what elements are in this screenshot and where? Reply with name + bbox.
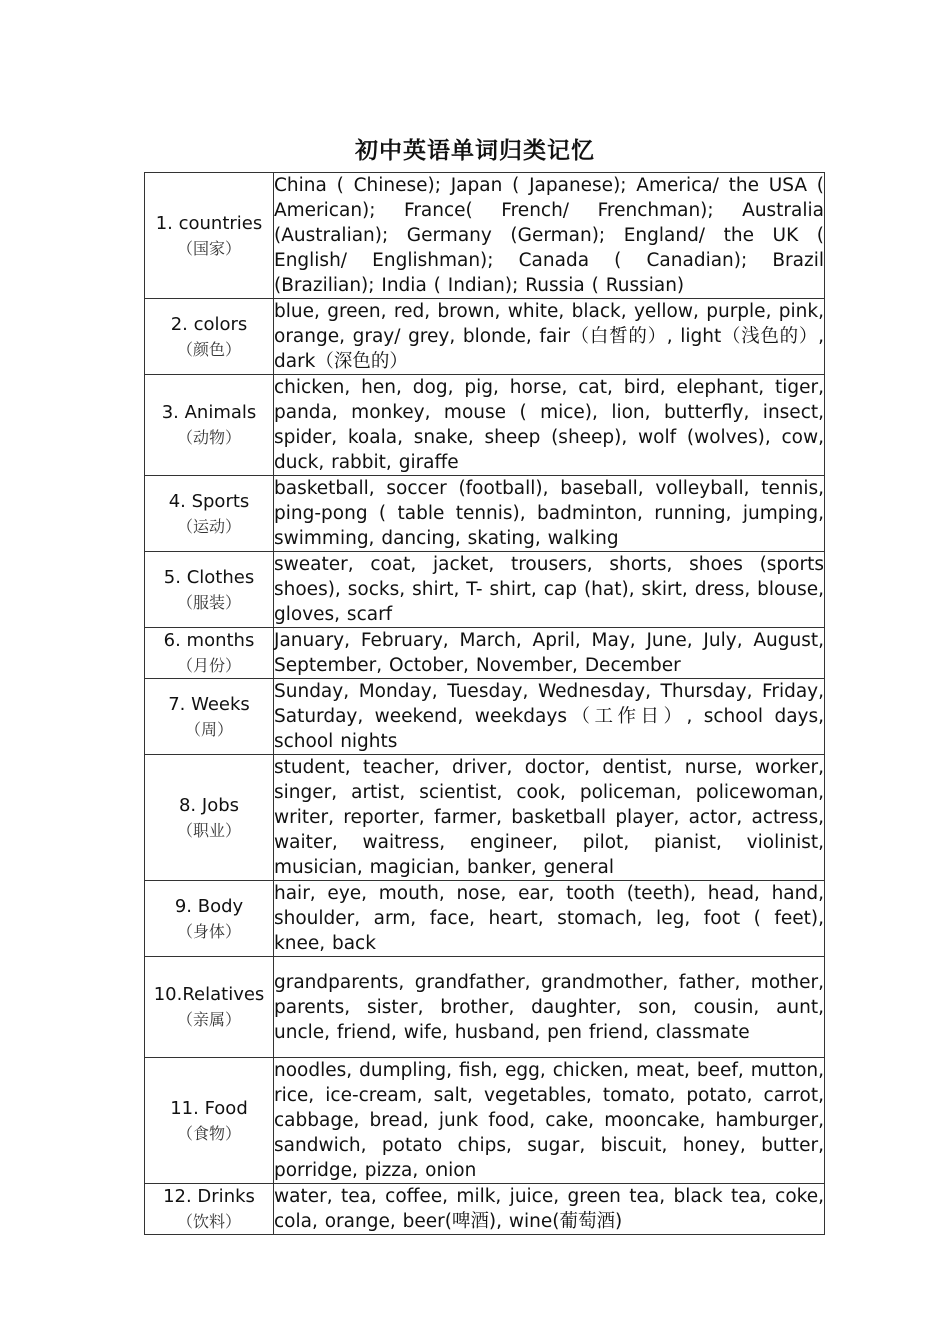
category-chinese: （食物）: [176, 1123, 241, 1143]
category-label: 9. Body: [174, 895, 244, 917]
word-list: noodles, dumpling, fish, egg, chicken, meat, beef, mutton, rice, ice-cream, salt, vegetables, tomato, potato, carrot, cabbage, bread, junk food, cake, mooncake, hamburger, sandwich, potato chips, sugar, biscuit, honey, butter, porridge, pizza, onion: [274, 1058, 825, 1184]
table-row: [145, 957, 825, 1058]
category-label: 2. colors: [170, 313, 248, 335]
category-label: 1. countries: [155, 212, 263, 234]
category-chinese: （运动）: [176, 516, 241, 536]
category-chinese: （月份）: [176, 656, 241, 675]
category-chinese: （周）: [184, 719, 233, 739]
table-row: [145, 173, 825, 299]
category-cell: [145, 299, 274, 375]
word-list: blue, green, red, brown, white, black, yellow, purple, pink, orange, gray/ grey, blonde, fair（白皙的）, light（浅色的）, dark（深色的）: [274, 299, 825, 375]
category-cell: [145, 1058, 274, 1184]
word-list: grandparents, grandfather, grandmother, father, mother, parents, sister, brother, daughter, son, cousin, aunt, uncle, friend, wife, husband, pen friend, classmate: [274, 957, 825, 1058]
category-cell: [145, 755, 274, 881]
category-label: 10.Relatives: [153, 984, 265, 1005]
category-chinese: （颜色）: [176, 339, 241, 359]
word-list: January, February, March, April, May, June, July, August, September, October, November, December: [274, 628, 825, 679]
vocabulary-table: [144, 172, 825, 1235]
word-list: sweater, coat, jacket, trousers, shorts, shoes (sports shoes), socks, shirt, T- shirt, cap (hat), skirt, dress, blouse, gloves, scarf: [274, 552, 825, 628]
page-title: 初中英语单词归类记忆: [355, 137, 595, 164]
category-chinese: （国家）: [176, 238, 241, 258]
category-chinese: （职业）: [176, 820, 241, 840]
word-list: water, tea, coffee, milk, juice, green tea, black tea, coke, cola, orange, beer(啤酒), wine(葡萄酒): [274, 1184, 825, 1235]
category-chinese: （动物）: [176, 428, 241, 447]
category-label: 6. months: [163, 630, 255, 651]
category-label: 7. Weeks: [168, 693, 250, 715]
category-label: 12. Drinks: [163, 1186, 255, 1207]
table-row: [145, 552, 825, 628]
category-cell: [145, 375, 274, 476]
table-row: [145, 1058, 825, 1184]
word-list: China ( Chinese); Japan ( Japanese); America/ the USA ( American); France( French/ Frenchman); Australia (Australian); Germany (German); England/ the UK ( English/ Englishman); Canada ( Canadian); Brazil (Brazilian); India ( Indian); Russia ( Russian): [274, 173, 825, 299]
table-row: [145, 476, 825, 552]
table-row: [145, 375, 825, 476]
category-label: 5. Clothes: [163, 566, 255, 588]
category-label: 4. Sports: [168, 490, 250, 512]
category-cell: [145, 173, 274, 299]
word-list: basketball, soccer (football), baseball, volleyball, tennis, ping-pong ( table tennis), badminton, running, jumping, swimming, dancing, skating, walking: [274, 476, 825, 552]
category-cell: [145, 679, 274, 755]
category-cell: [145, 881, 274, 957]
table-row: [145, 881, 825, 957]
category-chinese: （身体）: [176, 921, 241, 941]
word-list: chicken, hen, dog, pig, horse, cat, bird, elephant, tiger, panda, monkey, mouse ( mice), lion, butterfly, insect, spider, koala, snake, sheep (sheep), wolf (wolves), cow, duck, rabbit, giraffe: [274, 375, 825, 476]
word-list: student, teacher, driver, doctor, dentist, nurse, worker, singer, artist, scientist, cook, policeman, policewoman, writer, reporter, farmer, basketball player, actor, actress, waiter, waitress, engineer, pilot, pianist, violinist, musician, magician, banker, general: [274, 755, 825, 881]
category-cell: [145, 476, 274, 552]
table-row: [145, 755, 825, 881]
table-row: [145, 628, 825, 679]
category-cell: [145, 628, 274, 679]
category-label: 3. Animals: [161, 402, 257, 423]
word-list: Sunday, Monday, Tuesday, Wednesday, Thursday, Friday, Saturday, weekend, weekdays（工作日）, school days, school nights: [274, 679, 825, 755]
category-chinese: （饮料）: [176, 1212, 241, 1231]
table-row: [145, 299, 825, 375]
table-row: [145, 1184, 825, 1235]
category-label: 8. Jobs: [178, 794, 240, 816]
word-list: hair, eye, mouth, nose, ear, tooth (teeth), head, hand, shoulder, arm, face, heart, stomach, leg, foot ( feet), knee, back: [274, 881, 825, 957]
category-chinese: （亲属）: [176, 1010, 241, 1029]
table-row: [145, 679, 825, 755]
category-cell: [145, 957, 274, 1058]
category-label: 11. Food: [170, 1097, 248, 1119]
category-cell: [145, 552, 274, 628]
category-chinese: （服装）: [176, 592, 241, 612]
category-cell: [145, 1184, 274, 1235]
